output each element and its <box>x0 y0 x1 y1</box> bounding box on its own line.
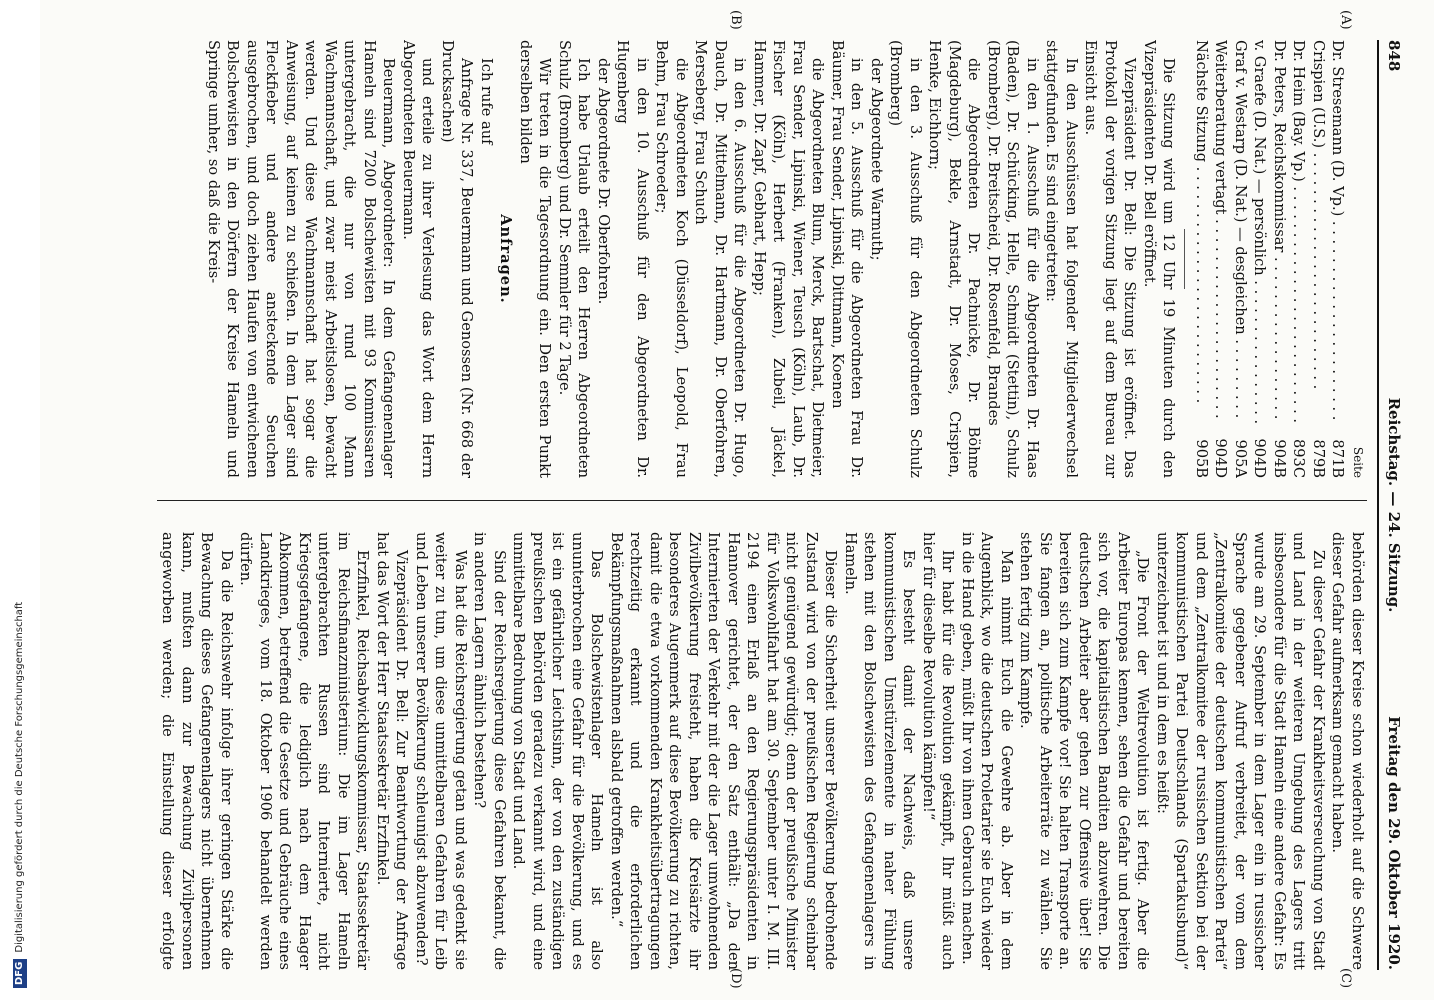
toc-page: 871B <box>1329 439 1347 478</box>
toc-page: 905B <box>1193 439 1210 478</box>
toc-page: 904D <box>1251 438 1269 478</box>
page-number: 848 <box>1385 40 1403 72</box>
paragraph: Erzfinkel, Reichsabwicklungskommissar, Staatssekretär im Reichsfinanzministerium: Die im Lager Hameln untergebrachten Russen sind Internierte, nicht Kriegsgefangene, die lediglich nach dem Haager Abkommen, betreffend die Gesetze und Gebräuche eines Landkrieges, vom 18. Oktober 1906 behandelt werden dürfen. <box>237 532 372 970</box>
paragraph: der Abgeordnete Warmuth; <box>868 58 885 261</box>
toc-item <box>1250 40 1270 478</box>
toc-label: Dr. Heim (Bay. Vp.) . . . <box>1289 40 1309 424</box>
paragraph: in den 10. Ausschuß für den Abgeordneten Dr. Hugenberg <box>614 40 651 478</box>
toc-item <box>1309 40 1329 478</box>
paragraph: in den 6. Ausschuß für die Abgeordneten Dr. Hugo, Dauch, Dr. Mittelmann, Dr. Hartmann, Dr. Oberfohren, Merseberg, Frau Schuch <box>692 40 749 478</box>
seite-label: Seite <box>1351 446 1365 478</box>
digitization-footer <box>0 0 40 1000</box>
paragraph: Zu dieser Gefahr der Krankheitsverseuchung von Stadt und Land in der weiteren Umgebung des Lagers tritt insbesondere für die Stadt Hameln eine andere Gefahr: Es wurde am 29. September in dem Lager ein in russischer Sprache gegebener Aufruf verbreitet, der vom dem „Zentralkomitee der deutschen kommunistischen Partei“ und dem „Zentralkomitee der russischen Sektion bei der kommunistischen Partei Deutschlands (Spartakusbund)“ unterzeichnet ist und in dem es heißt: <box>1154 532 1327 970</box>
section-heading: Anfragen. <box>497 214 515 304</box>
scanned-page <box>40 0 1434 1000</box>
paragraph: Wir treten in die Tagesordnung ein. Den ersten Punkt derselben bilden <box>517 40 554 478</box>
toc-label: Graf v. Westarp (D. Nat.) — desgleichen . . . <box>1231 40 1251 424</box>
toc-item <box>1270 40 1290 478</box>
paragraph: Sind der Reichsregierung diese Gefahren bekannt, die in anderen Lagern ähnlich bestehen? <box>471 532 508 970</box>
quote: „Die Front der Weltrevolution ist fertig. Aber die Arbeiter Europas kennen, sehen die Gefahr und bereiten sich vor, die kapitalistischen Banditen abzuwehren. Die deutschen Arbeiter aber gehen zur Offensive über! Sie bereiten sich zum Kampfe vor! Sie halten Transporte an. Sie fangen an, politische Arbeiterräte zu wählen. Sie stehen fertig zum Kampfe. <box>1017 532 1152 970</box>
quote: Man nimmt Euch die Gewehre ab. Aber in dem Augenblick, wo die deutschen Proletarier sie Euch wieder in die Hand geben, müßt Ihr von ihnen Gebrauch machen. <box>959 532 1015 970</box>
opening-paragraph: Die Sitzung wird um 12 Uhr 19 Minuten durch den Vizepräsidenten Dr. Bell eröffnet. <box>1141 40 1178 478</box>
toc-page: 905A <box>1232 439 1249 478</box>
margin-mark-b: (B) <box>728 10 743 30</box>
paragraph: Ich habe Urlaub erteilt den Herren Abgeordneten Schulz (Bromberg) und Dr. Semmler für 2 Tage. <box>556 40 593 478</box>
toc-item <box>1192 40 1212 478</box>
paragraph: Dieser die Sicherheit unserer Bevölkerung bedrohende Zustand wird von der preußischen Regierung scheinbar nicht genügend gewürdigt; denn der preußische Minister für Volkswohlfahrt hat am 30. September unter I. M. III. 2194 einen Erlaß an den Regierungspräsidenten in Hannover gerichtet, der den Satz enthält: „Da den Internierten der Verkehr mit der die Lager umwohnenden Zivilbevölkerung freisteht, haben die Kreisärzte ihr besonderes Augenmerk auf diese Bevölkerung zu richten, damit die etwa vorkommenden Krankheitsübertragungen rechtzeitig erkannt und die erforderlichen Bekämpfungsmaßnahmen alsbald getroffen werden.“ <box>608 532 840 970</box>
toc-label: Nächste Sitzung . . . <box>1192 40 1212 424</box>
toc-label: v. Graefe (D. Nat.) — persönlich . . . <box>1250 40 1270 424</box>
paragraph: Anfrage Nr. 337, Beuermann und Genossen (Nr. 668 der Drucksachen) <box>439 40 476 478</box>
page-header <box>1377 40 1403 970</box>
toc-page: 879B <box>1310 439 1327 478</box>
toc-label: Dr. Peters, Reichskommissar . . . <box>1270 40 1290 424</box>
header-date: Freitag den 29. Oktober 1920. <box>1385 716 1403 970</box>
left-column <box>157 40 1367 478</box>
toc-item <box>1211 40 1231 478</box>
paragraph: die Abgeordneten Koch (Düsseldorf), Leopold, Frau Behm, Frau Schroeder; <box>653 40 690 478</box>
paragraph: der Abgeordnete Dr. Oberfohren. <box>595 58 612 305</box>
paragraph: Beuermann, Abgeordneter: In dem Gefangenenlager Hameln sind 7200 Bolschewisten mit 93 Kommissaren untergebracht, die nur von rund 100 Mann Wachmannschaft, und zwar meist Arbeitslosen, bewacht werden. Und diese Wachmannschaft hat sogar die Anweisung, auf keinen zu schießen. In dem Lager sind Fleckfieber und andere ansteckende Seuchen ausgebrochen, und doch ziehen Haufen von entwichenen Bolschewisten in den Dörfern der Kreise Hameln und Springe umher, so daß die Kreis- <box>205 40 398 478</box>
paragraph: Ich rufe auf <box>478 58 495 145</box>
toc-page: 904D <box>1212 438 1230 478</box>
speaker-index <box>1192 40 1348 478</box>
paragraph: behörden dieser Kreise schon wiederholt auf die Schwere dieser Gefahr aufmerksam gemacht haben. <box>1329 532 1366 970</box>
paragraph: die Abgeordneten Dr. Pachnicke, Dr. Böhme (Magdeburg), Bekle, Arnstadt, Dr. Moses, Crispien, Henke, Eichhorn; <box>926 40 983 478</box>
toc-item <box>1231 40 1251 478</box>
toc-label: Dr. Stresemann (D. Vp.) . . . <box>1328 40 1348 424</box>
paragraph: die Abgeordneten Blum, Merck, Bartschat, Dietmeier, Frau Sender, Lipinski, Wiener, Teusch (Köln), Laub, Dr. Fischer (Köln), Herbert (Franken), Zubeil, Jäckel, Hammer, Dr. Zapf, Gebhart, Hepp; <box>751 40 827 478</box>
toc-page: 904B <box>1271 439 1288 478</box>
paragraph: Vizepräsident Dr. Bell: Die Sitzung ist eröffnet. Das Protokoll der vorigen Sitzung liegt auf dem Bureau zur Einsicht aus. <box>1082 40 1139 478</box>
margin-mark-c: (C) <box>1338 968 1353 989</box>
toc-item <box>1289 40 1309 478</box>
column-rule <box>157 500 1367 501</box>
paragraph: in den 1. Ausschuß für die Abgeordneten Dr. Haas (Baden), Dr. Schücking, Helle, Schmidt (Stettin), Schulz (Bromberg), Dr. Breitscheid, Dr. Rosenfeld, Brandes <box>985 40 1041 478</box>
paragraph: Es besteht damit der Nachweis, daß unsere kommunistischen Umstürzelemente in naher Fühlung stehen mit den Bolschewisten des Gefangenenlagers in Hameln. <box>842 532 918 970</box>
paragraph: Das Bolschewistenlager Hameln ist also ununterbrochen eine Gefahr für die Bevölkerung, und es ist ein gefährlicher Leichtsinn, der von den zuständigen preußischen Behörden geradezu verkannt wird, und eine unmittelbare Bedrohung von Stadt und Land. <box>510 532 606 970</box>
toc-page: 893C <box>1290 438 1308 478</box>
toc-label: Crispien (U.S.) . . . <box>1309 40 1329 424</box>
footer-text: Digitalisierung gefördert durch die Deutsche Forschungsgemeinschaft <box>14 601 25 953</box>
paragraph: Da die Reichswehr infolge ihrer geringen Stärke die Bewachung dieses Gefangenenlagers nicht übernehmen kann, mußten dann zur Bewachung Zivilpersonen angeworben werden; die Einstellung dieser erfolgte <box>159 532 235 970</box>
header-title: Reichstag. — 24. Sitzung. <box>1385 397 1403 613</box>
toc-item <box>1328 40 1348 478</box>
paragraph: in den 3. Ausschuß für den Abgeordneten Schulz (Bromberg) <box>887 40 924 478</box>
dfg-logo: DFG <box>13 959 27 988</box>
paragraph: Was hat die Reichsregierung getan und was gedenkt sie weiter zu tun, um diese unmittelbaren Gefahren für Leib und Leben unserer Bevölkerung schleunigst abzuwenden? <box>413 532 469 970</box>
page-sheet <box>125 0 1425 1000</box>
toc-label: Weiterberatung vertagt . . . <box>1211 40 1231 424</box>
paragraph: Vizepräsident Dr. Bell: Zur Beantwortung der Anfrage hat das Wort der Herr Staatssekretär Erzfinkel. <box>374 532 411 970</box>
quote: Ihr habt für die Revolution gekämpft, Ihr müßt auch hier für dieselbe Revolution kämpfen!“ <box>920 532 957 970</box>
right-column <box>157 532 1367 970</box>
paragraph: und erteile zu ihrer Verlesung das Wort dem Herrn Abgeordneten Beuermann. <box>400 40 437 478</box>
footer-strip <box>0 0 40 1000</box>
margin-mark-d: (D) <box>728 968 743 989</box>
paragraph: In den Ausschüssen hat folgender Mitgliederwechsel stattgefunden. Es sind eingetreten: <box>1043 40 1080 478</box>
divider <box>1185 229 1186 289</box>
paragraph: in den 5. Ausschuß für die Abgeordneten Frau Dr. Bäumer, Frau Sender, Lipinski, Dittmann, Koenen <box>829 40 866 478</box>
margin-mark-a: (A) <box>1338 10 1353 30</box>
